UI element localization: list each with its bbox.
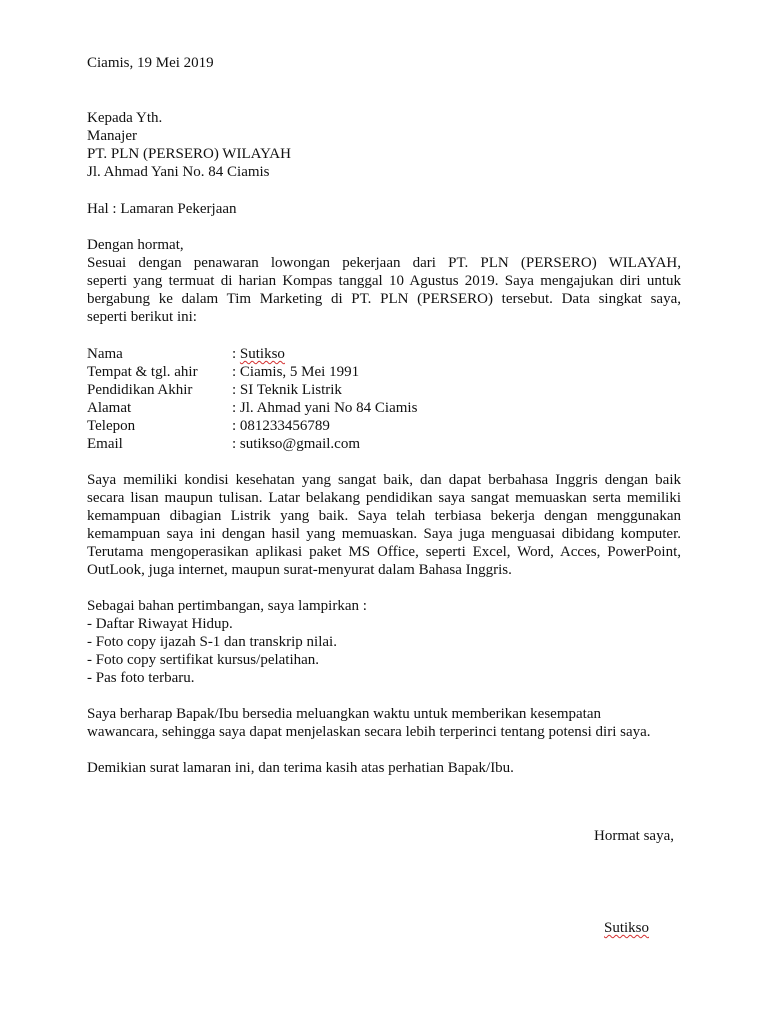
hope-line: Saya berharap Bapak/Ibu bersedia meluangkan waktu untuk memberikan kesempatan	[87, 706, 601, 722]
intro-line: Sesuai dengan penawaran lowongan pekerjaan dari PT. PLN (PERSERO) WILAYAH,	[87, 255, 681, 271]
recipient-line: PT. PLN (PERSERO) WILAYAH	[87, 146, 291, 162]
intro-line: seperti yang termuat di harian Kompas tanggal 10 Agustus 2019. Saya mengajukan diri untuk	[87, 273, 681, 289]
detail-value: Sutikso	[239, 346, 285, 362]
detail-row-address	[87, 399, 417, 417]
detail-separator: :	[232, 364, 240, 380]
recipient-line: Jl. Ahmad Yani No. 84 Ciamis	[87, 164, 270, 180]
details-table	[87, 345, 417, 453]
detail-label: Nama	[87, 346, 123, 362]
recipient-block	[87, 109, 291, 181]
opening-block	[87, 236, 681, 326]
sign-off	[594, 827, 674, 845]
recipient-line: Manajer	[87, 128, 137, 144]
attachment-item: - Pas foto terbaru.	[87, 670, 195, 686]
detail-separator: :	[232, 400, 240, 416]
body-line: kemampuan saya ini dengan hasil yang memuaskan. Saya juga menguasai dibidang komputer.	[87, 526, 681, 542]
subject-line	[87, 200, 237, 218]
detail-label: Telepon	[87, 418, 136, 434]
detail-separator: :	[232, 346, 240, 362]
closing-line	[87, 759, 514, 777]
attachment-item: - Daftar Riwayat Hidup.	[87, 616, 233, 632]
detail-row-birth	[87, 363, 417, 381]
detail-value: sutikso@gmail.com	[239, 436, 360, 452]
detail-label: Tempat & tgl. ahir	[87, 364, 198, 380]
subject-text: Hal : Lamaran Pekerjaan	[87, 201, 237, 217]
detail-row-email	[87, 435, 417, 453]
date-text: Ciamis, 19 Mei 2019	[87, 55, 214, 71]
recipient-line: Kepada Yth.	[87, 110, 163, 126]
sign-off-text: Hormat saya,	[594, 828, 674, 844]
detail-value: 081233456789	[239, 418, 330, 434]
detail-row-nama	[87, 345, 417, 363]
hope-line: wawancara, sehingga saya dapat menjelaskan secara lebih terperinci tentang potensi diri saya.	[87, 724, 651, 740]
intro-line: bergabung ke dalam Tim Marketing di PT. PLN (PERSERO) tersebut. Data singkat saya,	[87, 291, 681, 307]
intro-line: seperti berikut ini:	[87, 309, 197, 325]
detail-row-phone	[87, 417, 417, 435]
body-line: secara lisan maupun tulisan. Latar belakang pendidikan saya sangat memuaskan serta memiliki	[87, 490, 681, 506]
detail-separator: :	[232, 436, 240, 452]
hope-paragraph	[87, 705, 651, 741]
closing-text: Demikian surat lamaran ini, dan terima kasih atas perhatian Bapak/Ibu.	[87, 760, 514, 776]
detail-row-education	[87, 381, 417, 399]
detail-value: Jl. Ahmad yani No 84 Ciamis	[239, 400, 418, 416]
body-line: OutLook, juga internet, maupun surat-menyurat dalam Bahasa Inggris.	[87, 562, 512, 578]
detail-label: Pendidikan Akhir	[87, 382, 193, 398]
body-line: Terutama mengoperasikan aplikasi paket MS Office, seperti Excel, Word, Acces, PowerPoint,	[87, 544, 681, 560]
signature-name: Sutikso	[604, 920, 650, 936]
detail-separator: :	[232, 418, 240, 434]
detail-label: Email	[87, 436, 123, 452]
date-line	[87, 54, 214, 72]
detail-value: SI Teknik Listrik	[239, 382, 342, 398]
body-line: Saya memiliki kondisi kesehatan yang sangat baik, dan dapat berbahasa Inggris dengan baik	[87, 472, 681, 488]
attachments-block	[87, 597, 367, 687]
body-line: kemampuan dibagian Listrik yang baik. Saya telah terbiasa bekerja dengan menggunakan	[87, 508, 681, 524]
detail-separator: :	[232, 382, 240, 398]
attachments-intro: Sebagai bahan pertimbangan, saya lampirkan :	[87, 598, 367, 614]
detail-label: Alamat	[87, 400, 132, 416]
attachment-item: - Foto copy ijazah S-1 dan transkrip nilai.	[87, 634, 337, 650]
body-paragraph	[87, 471, 681, 579]
detail-value: Ciamis, 5 Mei 1991	[239, 364, 360, 380]
attachment-item: - Foto copy sertifikat kursus/pelatihan.	[87, 652, 320, 668]
salutation: Dengan hormat,	[87, 237, 184, 253]
signature	[604, 919, 649, 937]
